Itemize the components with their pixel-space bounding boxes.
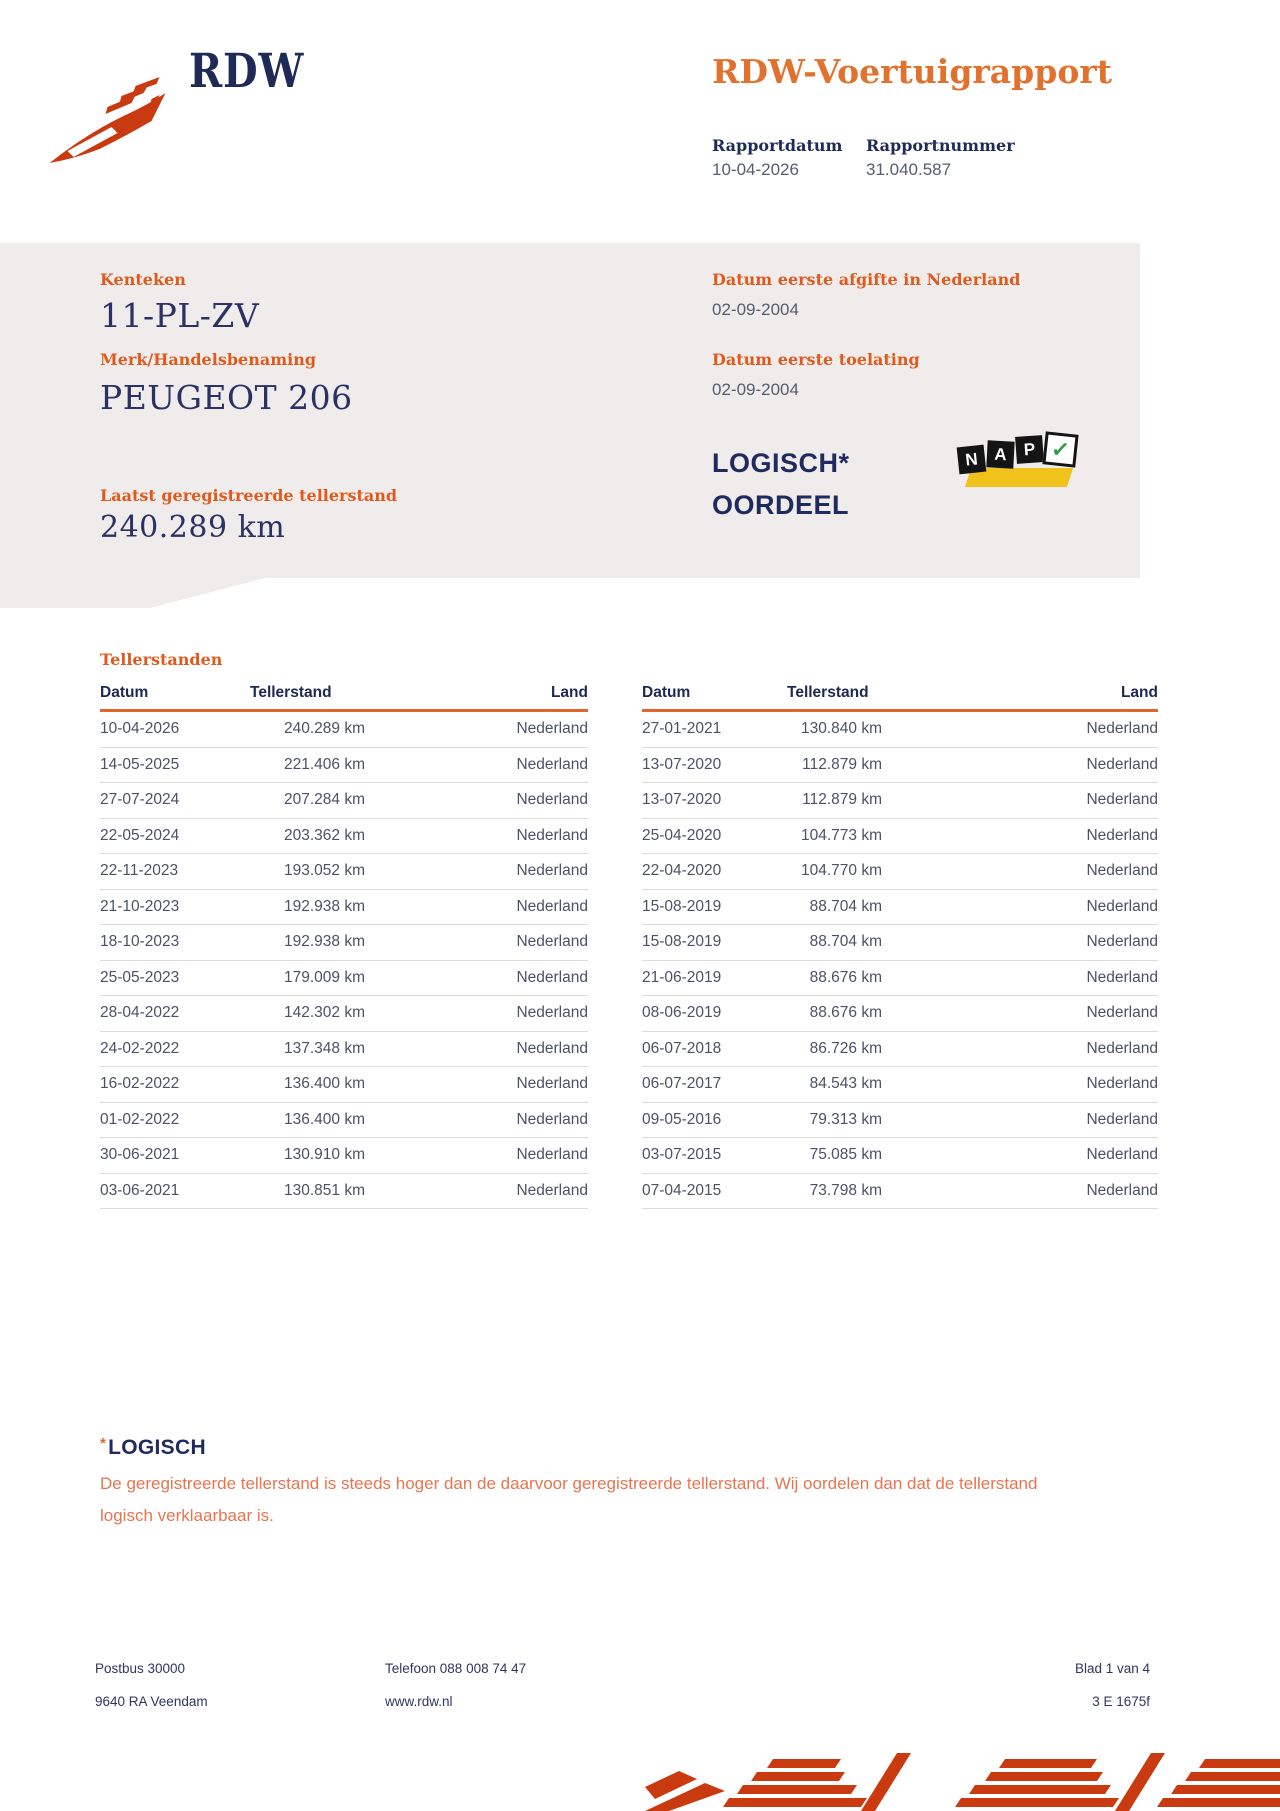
cell-tellerstand: 88.704 km — [809, 897, 882, 915]
table-row — [100, 925, 588, 961]
merk-value: PEUGEOT 206 — [100, 378, 353, 417]
cell-land: Nederland — [516, 968, 588, 986]
table-row — [642, 1103, 1158, 1139]
cell-tellerstand: 84.543 km — [809, 1075, 882, 1093]
report-number-label: Rapportnummer — [866, 136, 1015, 155]
cell-datum: 03-07-2015 — [642, 1146, 722, 1164]
table-row — [100, 1138, 588, 1174]
explanation-asterisk: * — [100, 1435, 107, 1452]
table-header-row — [100, 684, 588, 712]
cell-datum: 21-10-2023 — [100, 897, 180, 915]
cell-tellerstand: 130.851 km — [284, 1181, 365, 1199]
table-row — [642, 783, 1158, 819]
cell-land: Nederland — [1086, 755, 1158, 773]
table-row — [642, 819, 1158, 855]
cell-land: Nederland — [516, 1075, 588, 1093]
cell-land: Nederland — [1086, 1075, 1158, 1093]
cell-datum: 14-05-2025 — [100, 755, 180, 773]
odometer-table-right — [642, 684, 1158, 1209]
rdw-logo-text: RDW — [189, 44, 305, 99]
cell-tellerstand: 142.302 km — [284, 1004, 365, 1022]
table-header-row — [642, 684, 1158, 712]
cell-datum: 30-06-2021 — [100, 1146, 180, 1164]
table-row — [642, 1138, 1158, 1174]
column-header-land: Land — [550, 684, 588, 701]
cell-datum: 16-02-2022 — [100, 1075, 180, 1093]
cell-tellerstand: 221.406 km — [284, 755, 365, 773]
nap-tile-n: N — [957, 445, 987, 475]
cell-tellerstand: 192.938 km — [284, 933, 365, 951]
cell-land: Nederland — [516, 1110, 588, 1128]
table-row — [100, 996, 588, 1032]
cell-tellerstand: 193.052 km — [284, 862, 365, 880]
cell-tellerstand: 88.676 km — [809, 968, 882, 986]
cell-land: Nederland — [1086, 862, 1158, 880]
table-row — [100, 748, 588, 784]
column-header-datum: Datum — [100, 684, 149, 701]
nap-logo — [958, 433, 1082, 493]
report-date-value: 10-04-2026 — [712, 160, 799, 179]
table-row — [100, 890, 588, 926]
cell-datum: 27-07-2024 — [100, 791, 180, 809]
report-number-value: 31.040.587 — [866, 160, 952, 179]
cell-tellerstand: 192.938 km — [284, 897, 365, 915]
odometer-value: 240.289 km — [100, 510, 286, 545]
cell-tellerstand: 130.910 km — [284, 1146, 365, 1164]
cell-tellerstand: 240.289 km — [284, 720, 365, 738]
table-row — [100, 1032, 588, 1068]
cell-tellerstand: 136.400 km — [284, 1075, 365, 1093]
cell-land: Nederland — [516, 791, 588, 809]
cell-tellerstand: 86.726 km — [809, 1039, 882, 1057]
cell-tellerstand: 75.085 km — [809, 1146, 882, 1164]
footer-address-line1: Postbus 30000 — [95, 1661, 186, 1676]
table-row — [642, 925, 1158, 961]
cell-tellerstand: 79.313 km — [809, 1110, 882, 1128]
odometer-table-left — [100, 684, 588, 1209]
cell-datum: 22-04-2020 — [642, 862, 722, 880]
cell-datum: 03-06-2021 — [100, 1181, 180, 1199]
cell-datum: 21-06-2019 — [642, 968, 722, 986]
kenteken-value: 11-PL-ZV — [100, 296, 260, 335]
cell-tellerstand: 112.879 km — [802, 755, 882, 773]
footer-website: www.rdw.nl — [385, 1694, 453, 1709]
odometer-section-title: Tellerstanden — [100, 650, 223, 669]
first-issue-value: 02-09-2004 — [712, 300, 799, 319]
cell-datum: 15-08-2019 — [642, 897, 722, 915]
cell-land: Nederland — [1086, 1146, 1158, 1164]
cell-datum: 22-05-2024 — [100, 826, 180, 844]
footer-address-line2: 9640 RA Veendam — [95, 1694, 208, 1709]
judgement-label: OORDEEL — [712, 490, 850, 520]
cell-datum: 08-06-2019 — [642, 1004, 722, 1022]
footer-form-code: 3 E 1675f — [1092, 1694, 1150, 1709]
cell-land: Nederland — [516, 897, 588, 915]
table-row — [100, 712, 588, 748]
table-row — [642, 890, 1158, 926]
table-row — [642, 712, 1158, 748]
table-row — [100, 783, 588, 819]
cell-datum: 09-05-2016 — [642, 1110, 722, 1128]
cell-datum: 22-11-2023 — [100, 862, 179, 880]
cell-datum: 13-07-2020 — [642, 791, 722, 809]
table-body — [100, 712, 588, 1209]
cell-tellerstand: 104.773 km — [801, 826, 882, 844]
rdw-stripes-graphic — [645, 1753, 1280, 1811]
cell-datum: 27-01-2021 — [642, 720, 722, 738]
table-row — [642, 748, 1158, 784]
cell-land: Nederland — [1086, 897, 1158, 915]
cell-land: Nederland — [1086, 1039, 1158, 1057]
cell-land: Nederland — [1086, 791, 1158, 809]
cell-datum: 01-02-2022 — [100, 1110, 180, 1128]
nap-tile-a: A — [986, 440, 1014, 468]
cell-datum: 07-04-2015 — [642, 1181, 722, 1199]
cell-datum: 25-05-2023 — [100, 968, 180, 986]
table-row — [100, 1067, 588, 1103]
cell-land: Nederland — [516, 755, 588, 773]
cell-tellerstand: 88.676 km — [809, 1004, 882, 1022]
cell-land: Nederland — [1086, 933, 1158, 951]
cell-tellerstand: 104.770 km — [801, 862, 882, 880]
footer-phone: Telefoon 088 008 74 47 — [385, 1661, 527, 1676]
cell-land: Nederland — [516, 933, 588, 951]
cell-land: Nederland — [516, 826, 588, 844]
cell-tellerstand: 130.840 km — [801, 720, 882, 738]
rdw-logo-swoosh-icon — [46, 73, 184, 163]
nap-tile-p: P — [1015, 435, 1044, 464]
cell-land: Nederland — [1086, 1110, 1158, 1128]
cell-tellerstand: 207.284 km — [284, 791, 365, 809]
cell-land: Nederland — [1086, 720, 1158, 738]
cell-datum: 06-07-2017 — [642, 1075, 722, 1093]
footer-page-number: Blad 1 van 4 — [1074, 1661, 1150, 1676]
cell-tellerstand: 136.400 km — [284, 1110, 365, 1128]
column-header-tellerstand: Tellerstand — [250, 684, 332, 701]
cell-land: Nederland — [1086, 968, 1158, 986]
cell-land: Nederland — [516, 1146, 588, 1164]
cell-land: Nederland — [1086, 1181, 1158, 1199]
explanation-heading — [100, 1435, 206, 1460]
nap-checkmark-icon: ✓ — [1050, 435, 1072, 463]
table-body — [642, 712, 1158, 1209]
table-row — [642, 1174, 1158, 1210]
first-admission-value: 02-09-2004 — [712, 380, 799, 399]
cell-tellerstand: 179.009 km — [284, 968, 365, 986]
nap-check-tile — [1042, 431, 1078, 467]
cell-land: Nederland — [516, 1039, 588, 1057]
cell-tellerstand: 88.704 km — [809, 933, 882, 951]
cell-datum: 28-04-2022 — [100, 1004, 180, 1022]
odometer-label: Laatst geregistreerde tellerstand — [100, 486, 398, 505]
report-title: RDW-Voertuigrapport — [712, 52, 1112, 91]
cell-datum: 18-10-2023 — [100, 933, 180, 951]
table-row — [642, 961, 1158, 997]
cell-tellerstand: 112.879 km — [802, 791, 882, 809]
cell-datum: 13-07-2020 — [642, 755, 722, 773]
cell-land: Nederland — [516, 862, 588, 880]
cell-tellerstand: 203.362 km — [284, 826, 365, 844]
table-row — [642, 996, 1158, 1032]
table-row — [642, 1032, 1158, 1068]
cell-datum: 25-04-2020 — [642, 826, 722, 844]
table-row — [100, 1103, 588, 1139]
report-date-label: Rapportdatum — [712, 136, 843, 155]
cell-datum: 10-04-2026 — [100, 720, 180, 738]
cell-land: Nederland — [516, 720, 588, 738]
column-header-tellerstand: Tellerstand — [787, 684, 869, 701]
cell-land: Nederland — [516, 1004, 588, 1022]
table-row — [642, 854, 1158, 890]
column-header-land: Land — [1120, 684, 1158, 701]
explanation-text: De geregistreerde tellerstand is steeds hoger dan de daarvoor geregistreerde tellerstand. Wij oordelen dan dat de tellerstand logisch verklaarbaar is. — [100, 1474, 1038, 1525]
cell-tellerstand: 73.798 km — [809, 1181, 882, 1199]
table-row — [100, 961, 588, 997]
cell-land: Nederland — [516, 1181, 588, 1199]
first-admission-label: Datum eerste toelating — [712, 350, 920, 369]
odometer-tables — [100, 684, 1158, 1204]
cell-datum: 15-08-2019 — [642, 933, 722, 951]
cell-datum: 24-02-2022 — [100, 1039, 180, 1057]
merk-label: Merk/Handelsbenaming — [100, 350, 317, 369]
first-issue-label: Datum eerste afgifte in Nederland — [712, 270, 1021, 289]
column-header-datum: Datum — [642, 684, 691, 701]
table-row — [100, 1174, 588, 1210]
table-row — [100, 819, 588, 855]
judgement-value: LOGISCH* — [712, 448, 850, 478]
table-row — [642, 1067, 1158, 1103]
kenteken-label: Kenteken — [100, 270, 186, 289]
explanation-heading-text: LOGISCH — [108, 1436, 206, 1459]
table-row — [100, 854, 588, 890]
cell-land: Nederland — [1086, 826, 1158, 844]
cell-tellerstand: 137.348 km — [284, 1039, 365, 1057]
cell-datum: 06-07-2018 — [642, 1039, 722, 1057]
cell-land: Nederland — [1086, 1004, 1158, 1022]
